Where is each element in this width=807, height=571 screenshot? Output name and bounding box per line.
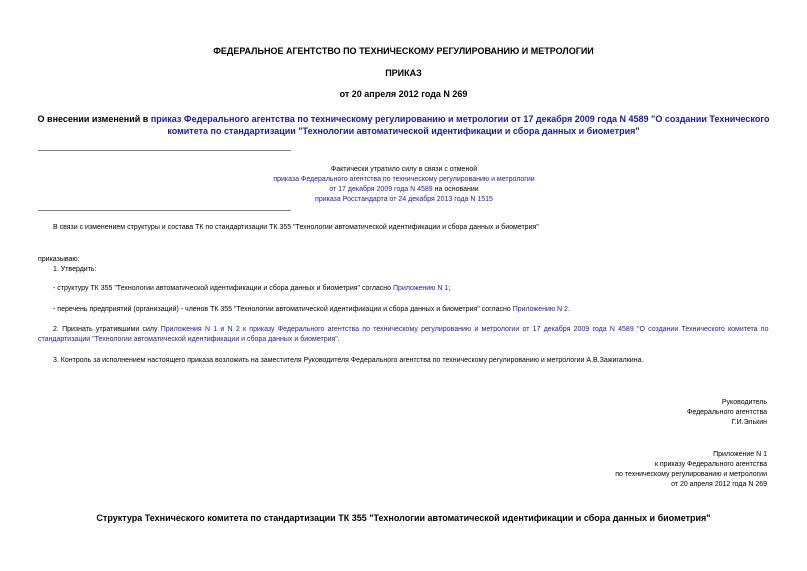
document-title-line1 — [0, 114, 807, 124]
item-2-link[interactable]: Приложения N 1 и N 2 к приказу Федерального агентства по техническому регулированию и метрологии от 17 декабря 2009 года N 4589 "О создании Технического комитета по — [160, 326, 769, 333]
section-title: Структура Технического комитета по стандартизации ТК 355 "Технологии автоматической идентификации и сбора данных и биометрия" — [96, 513, 711, 523]
item-1b-text: - перечень предприятий (организаций) - членов ТК 355 "Технологии автоматической идентификации и сбора данных и биометрия" согласно — [53, 306, 513, 313]
item-1a-end: ; — [448, 285, 451, 292]
title-link[interactable]: приказ Федерального агентства по техническому регулированию и метрологии от 17 декабря 2009 года N 4589 "О создании Технического — [150, 114, 770, 124]
signature-title: Руководитель — [721, 399, 767, 406]
appendix-2-link[interactable]: Приложению N 2 — [512, 306, 568, 313]
item-3: 3. Контроль за исполнением настоящего приказа возложить на заместителя Руководителя Федерального агентства по техническому регулированию и метрологии А.В.Зажигалкина. — [53, 357, 644, 364]
document-date-number: от 20 апреля 2012 года N 269 — [339, 89, 468, 99]
notice-line3 — [236, 186, 572, 193]
appendix-ref-line1: к приказу Федерального агентства — [654, 461, 767, 468]
appendix-ref-line2: по техническому регулированию и метрологии — [615, 471, 767, 478]
agency-name: ФЕДЕРАЛЬНОЕ АГЕНТСТВО ПО ТЕХНИЧЕСКОМУ РЕГУЛИРОВАНИЮ И МЕТРОЛОГИИ — [213, 46, 594, 56]
item-1: 1. Утвердить: — [53, 266, 97, 273]
item-1a-text: - структуру ТК 355 "Технологии автоматической идентификации и сбора данных и биометрия" согласно — [53, 285, 394, 292]
title-link-continued[interactable]: комитета по стандартизации "Технологии автоматической идентификации и сбора данных и биометрия" — [167, 126, 640, 136]
item-2-end: . — [337, 336, 340, 343]
signature-agency: Федерального агентства — [687, 409, 767, 416]
notice-basis-text: на основании — [432, 186, 479, 193]
notice-link-rosstandart[interactable]: приказа Росстандарта от 24 декабря 2013 года N 1515 — [315, 196, 493, 203]
notice-link-order-date[interactable]: от 17 декабря 2009 года N 4589 — [329, 186, 433, 193]
appendix-1-link[interactable]: Приложению N 1 — [393, 285, 449, 292]
notice-line1: Фактически утратило силу в связи с отменой — [330, 166, 478, 173]
appendix-ref-line3: от 20 апреля 2012 года N 269 — [671, 481, 767, 488]
item-2-text: 2. Признать утратившими силу — [53, 326, 161, 333]
item-2-line1 — [53, 326, 769, 333]
order-word: приказываю: — [38, 256, 80, 263]
title-prefix: О внесении изменений в — [37, 114, 151, 124]
appendix-label: Приложение N 1 — [713, 451, 767, 458]
document-title-line2 — [0, 126, 807, 136]
notice-line4 — [236, 196, 572, 203]
notice-line2 — [236, 176, 572, 183]
item-2-link-continued[interactable]: стандартизации "Технологии автоматической идентификации и сбора данных и биометрия" — [38, 336, 338, 343]
signature-name: Г.И.Элькин — [731, 419, 767, 426]
document-type: ПРИКАЗ — [385, 68, 422, 78]
intro-paragraph: В связи с изменением структуры и состава ТК по стандартизации ТК 355 "Технологии автоматической идентификации и сбора данных и биометрия" — [53, 224, 539, 231]
item-1b-end: . — [567, 306, 570, 313]
item-1a — [53, 285, 450, 292]
item-1b — [53, 306, 570, 313]
notice-link-order[interactable]: приказа Федерального агентства по техническому регулированию и метрологии — [273, 176, 535, 183]
divider-bottom — [38, 210, 291, 211]
item-2-line2 — [38, 336, 340, 343]
divider-top — [38, 150, 291, 151]
